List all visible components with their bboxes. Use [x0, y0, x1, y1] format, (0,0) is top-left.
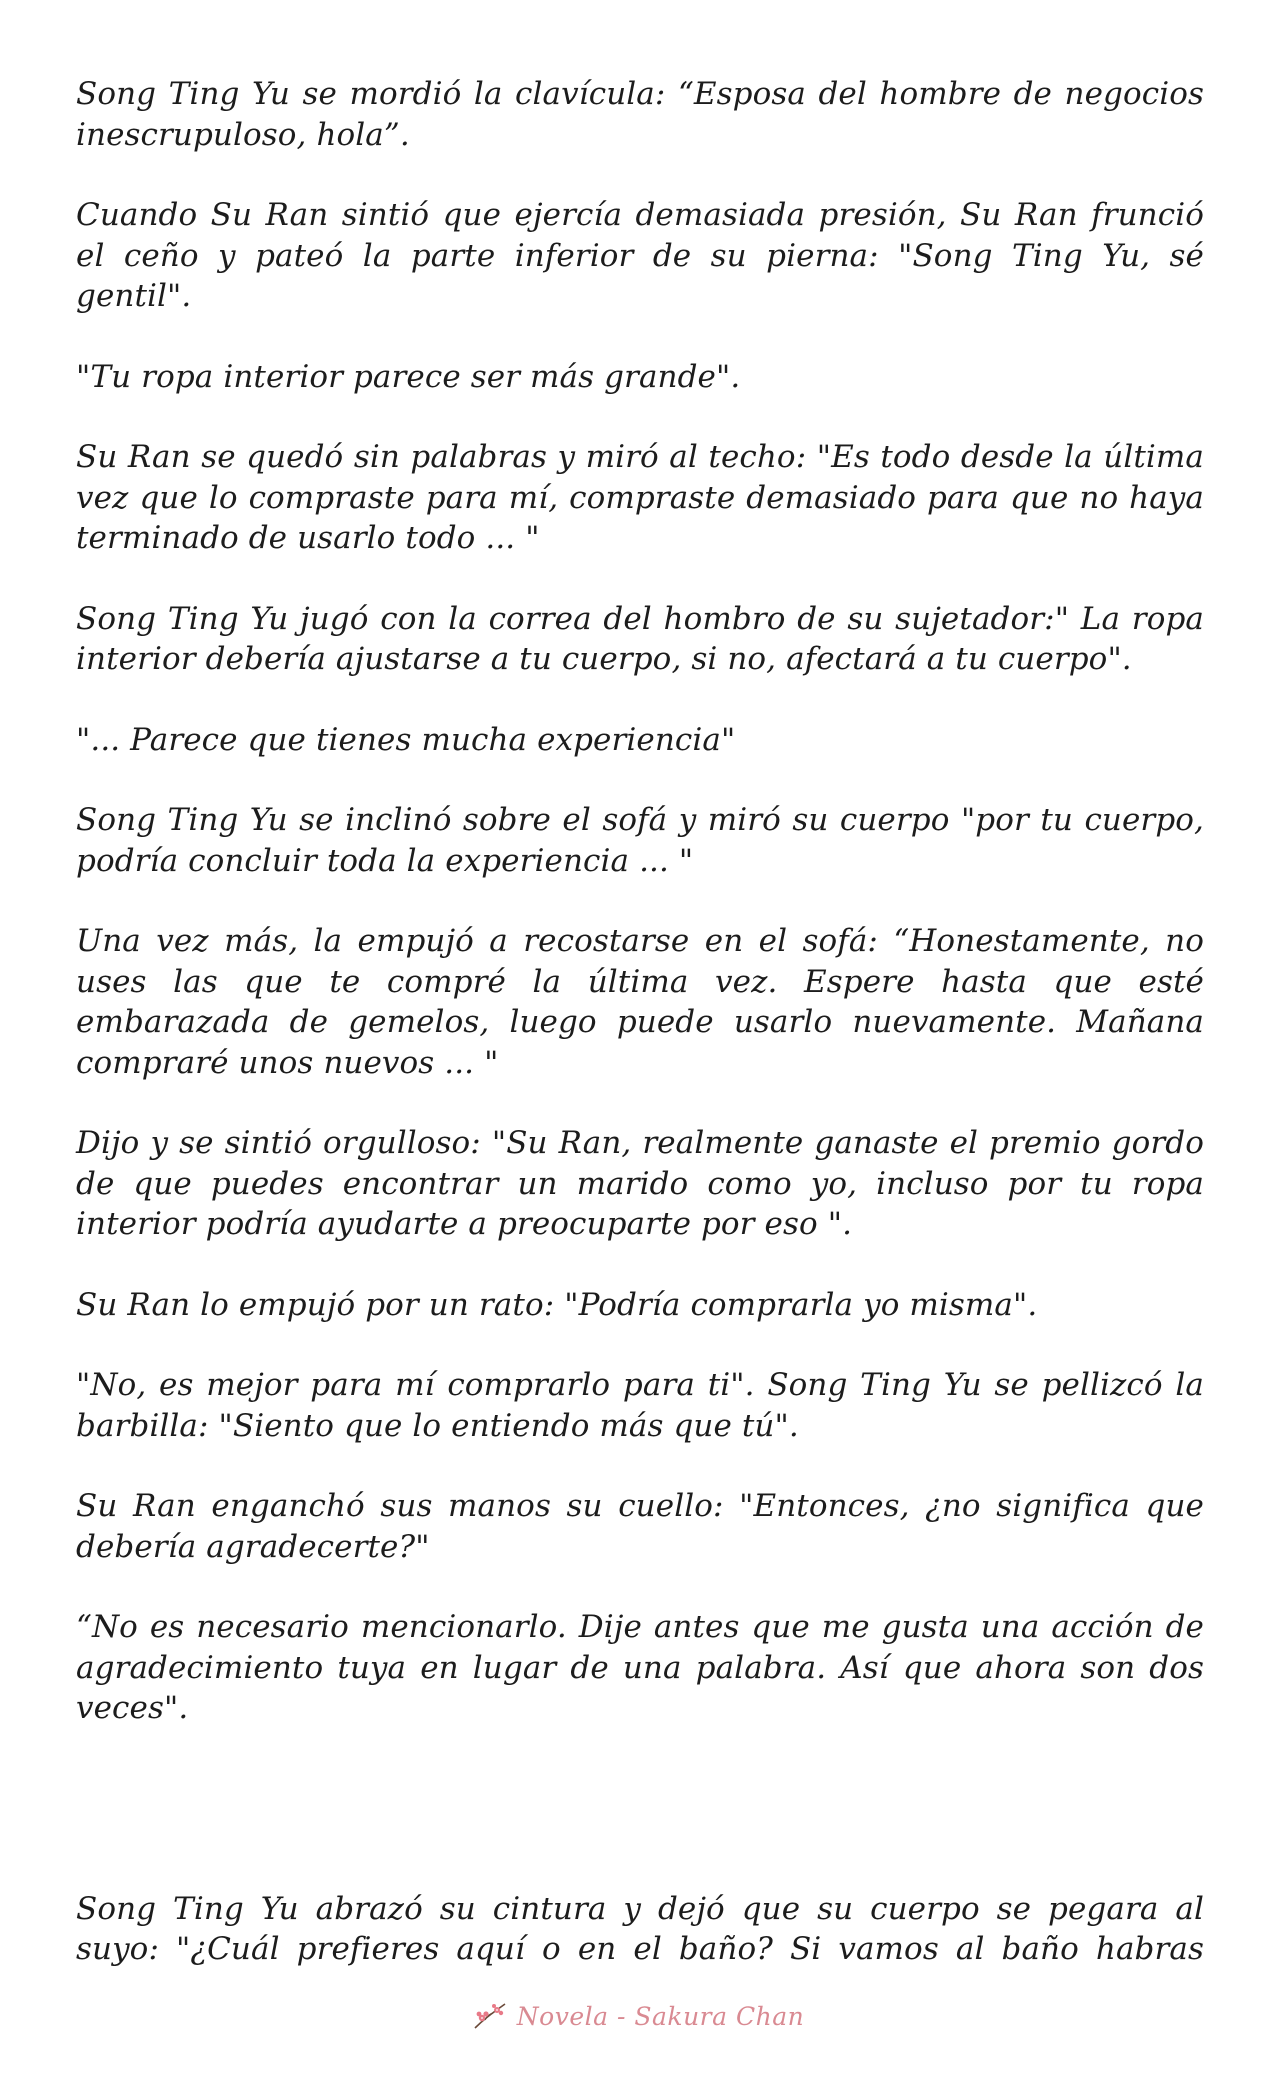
paragraph: "Tu ropa interior parece ser más grande".	[76, 358, 741, 395]
footer-watermark	[0, 1998, 1275, 2034]
paragraph: "... Parece que tienes mucha experiencia"	[76, 721, 736, 758]
paragraph: Su Ran lo empujó por un rato: "Podría comprarla yo misma".	[76, 1286, 1038, 1323]
paragraph: “No es necesario mencionarlo. Dije antes que me gusta una acción de agradecimiento tuya en lugar de una palabra. Así que ahora son dos veces".	[76, 1609, 1204, 1726]
paragraph: Una vez más, la empujó a recostarse en el sofá: “Honestamente, no uses las que te compré la última vez. Espere hasta que esté embarazada de gemelos, luego puede usarlo nuevamente. Mañana compraré unos nuevos ... "	[76, 923, 1204, 1081]
paragraph: Song Ting Yu se inclinó sobre el sofá y miró su cuerpo "por tu cuerpo, podría concluir toda la experiencia ... "	[76, 802, 1204, 879]
cherry-blossom-icon	[471, 1998, 511, 2034]
paragraph: Song Ting Yu jugó con la correa del hombro de su sujetador:" La ropa interior debería ajustarse a tu cuerpo, si no, afectará a tu cuerpo".	[76, 600, 1204, 677]
paragraph: Song Ting Yu abrazó su cintura y dejó que su cuerpo se pegara al suyo: "¿Cuál prefieres aquí o en el baño? Si vamos al baño habras	[76, 1890, 1204, 1967]
document-body	[76, 74, 1204, 2010]
footer-label: Novela - Sakura Chan	[516, 2001, 805, 2031]
paragraph: Cuando Su Ran sintió que ejercía demasiada presión, Su Ran frunció el ceño y pateó la parte inferior de su pierna: "Song Ting Yu, sé gentil".	[76, 197, 1204, 314]
paragraph: Song Ting Yu se mordió la clavícula: “Esposa del hombre de negocios inescrupuloso, hola”.	[76, 76, 1204, 153]
paragraph: Su Ran se quedó sin palabras y miró al techo: "Es todo desde la última vez que lo compraste para mí, compraste demasiado para que no haya terminado de usarlo todo ... "	[76, 439, 1204, 556]
section-gap	[76, 1769, 1204, 1889]
paragraph: "No, es mejor para mí comprarlo para ti". Song Ting Yu se pellizcó la barbilla: "Siento que lo entiendo más que tú".	[76, 1367, 1204, 1444]
paragraph: Dijo y se sintió orgulloso: "Su Ran, realmente ganaste el premio gordo de que puedes encontrar un marido como yo, incluso por tu ropa interior podría ayudarte a preocuparte por eso ".	[76, 1125, 1204, 1242]
paragraph: Su Ran enganchó sus manos su cuello: "Entonces, ¿no significa que debería agradecerte?"	[76, 1488, 1204, 1565]
